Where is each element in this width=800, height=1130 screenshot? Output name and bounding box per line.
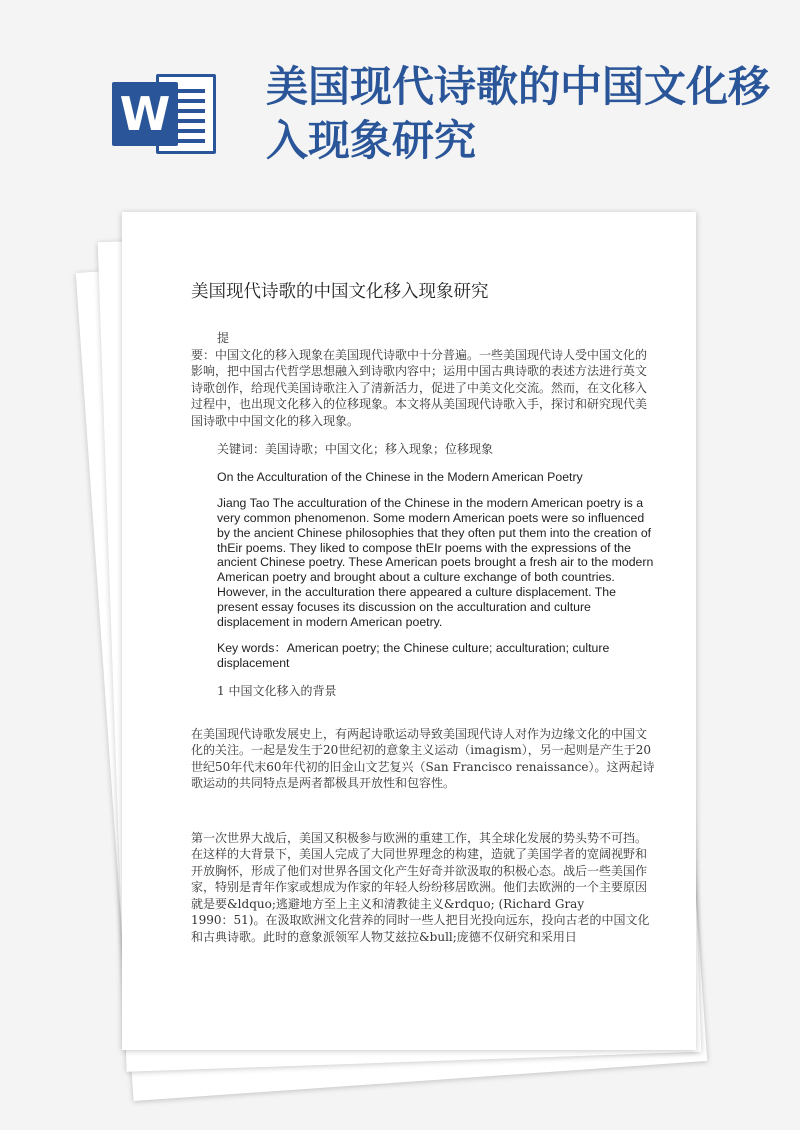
document-page (122, 212, 696, 1050)
abstract-text: 要：中国文化的移入现象在美国现代诗歌中十分普遍。一些美国现代诗人受中国文化的影响，把中国古代哲学思想融入到诗歌内容中；运用中国古典诗歌的表述方法进行英文诗歌创作，给现代美国诗歌注入了清新活力，促进了中美文化交流。然而，在文化移入过程中，也出现文化移入的位移现象。本文将从美国现代诗歌入手，探讨和研究现代美国诗歌中中国文化的移入现象。 (191, 347, 648, 428)
body-paragraph-continued: 1990：51)。在汲取欧洲文化营养的同时一些人把目光投向远东，投向古老的中国文化和古典诗歌。此时的意象派领军人物艾兹拉&bull;庞德不仅研究和采用日 (191, 913, 650, 944)
word-app-logo (112, 64, 218, 164)
page-title: 美国现代诗歌的中国文化移入现象研究 (191, 282, 489, 302)
english-title: On the Acculturation of the Chinese in the Modern American Poetry (217, 469, 583, 484)
section-heading: 1 中国文化移入的背景 (217, 684, 337, 699)
word-w-icon: W (112, 82, 178, 146)
english-abstract: Jiang Tao The acculturation of the Chinese in the modern American poetry is a very common phenomenon. Some modern American poets were so influenced by the ancient Chinese philosophies that they often put them into the creation of thEir poems. They liked to compose thEIr poems with the expressions of the ancient Chinese poetry. These American poets brought a fresh air to the modern American poetry and brought about a culture exchange of both countries. However, in the acculturation there appeared a culture displacement. The present essay focuses its discussion on the acculturation and culture displacement in modern American poetry. (217, 496, 654, 629)
abstract-label: 提 (217, 331, 230, 345)
body-paragraph: 在美国现代诗歌发展史上，有两起诗歌运动导致美国现代诗人对作为边缘文化的中国文化的关注。一起是发生于20世纪初的意象主义运动（imagism），另一起则是产生于20世纪50年代末60年代初的旧金山文艺复兴（San Francisco renaissance）。这两起诗歌运动的共同特点是两者都极具开放性和包容性。 (191, 726, 655, 791)
body-paragraph: 第一次世界大战后，美国又积极参与欧洲的重建工作，其全球化发展的势头势不可挡。在这样的大背景下，美国人完成了大同世界理念的构建，造就了美国学者的宽阔视野和开放胸怀，形成了他们对世界各国文化产生好奇并欲汲取的积极心态。战后一些美国作家，特别是青年作家或想成为作家的年轻人纷纷移居欧洲。他们去欧洲的一个主要原因就是要&ldquo;逃避地方至上主义和清教徒主义&rdquo; (Richard Gray (191, 830, 648, 911)
header-title: 美国现代诗歌的中国文化移入现象研究 (266, 62, 771, 165)
keywords-cn: 关键词：美国诗歌；中国文化；移入现象；位移现象 (217, 442, 494, 456)
english-keywords: Key words：American poetry; the Chinese culture; acculturation; culture displacement (217, 641, 610, 671)
